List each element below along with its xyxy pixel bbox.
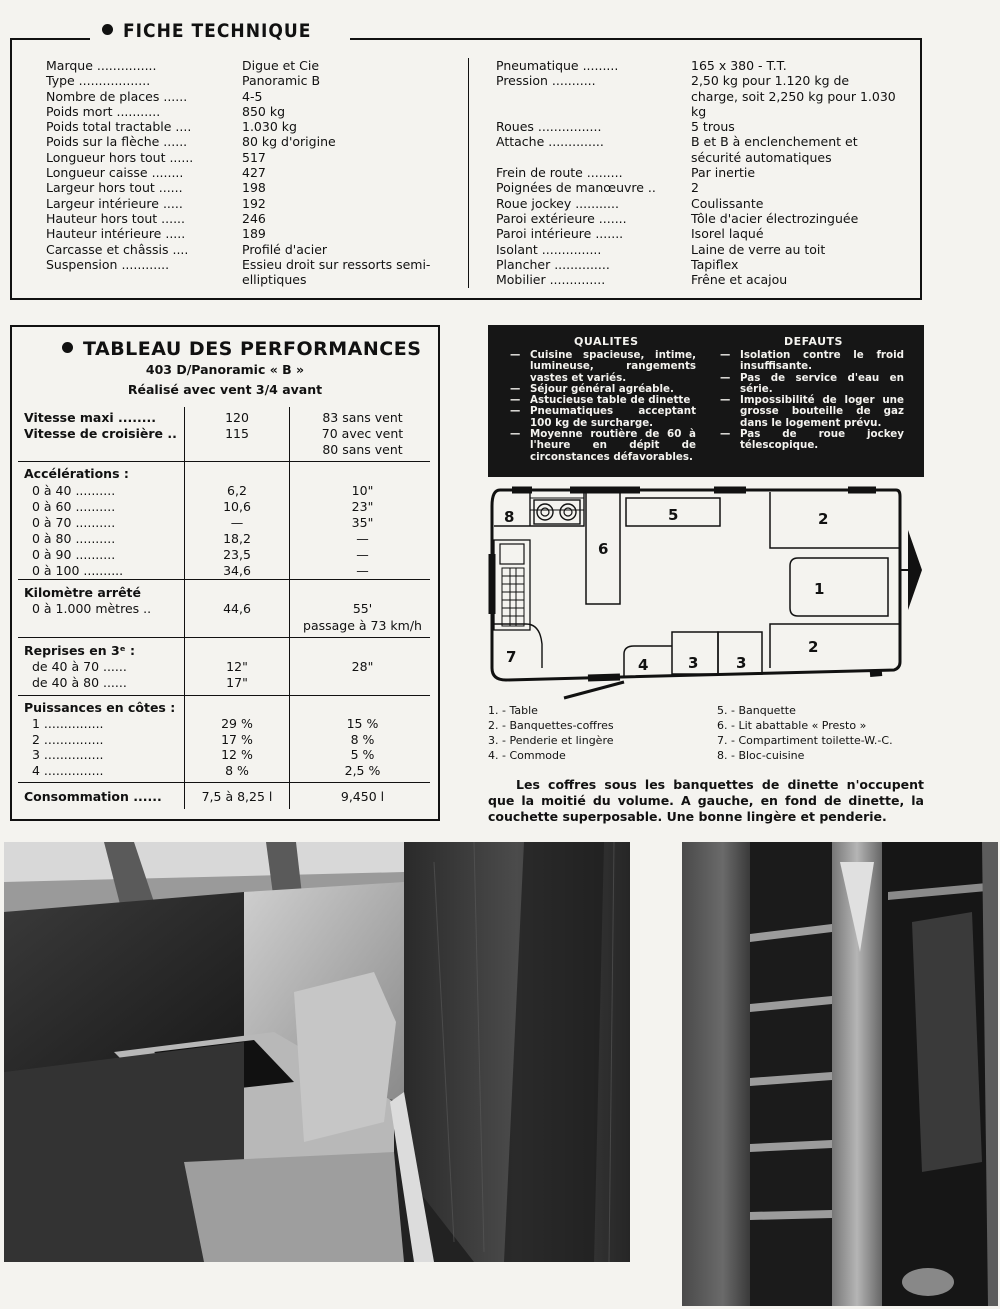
- perf-acceleration-c1: 10,6: [223, 499, 251, 514]
- perf-acceleration-label: 0 à 40 ..........: [32, 483, 116, 498]
- fiche-divider: [468, 58, 469, 288]
- spec-row: [496, 165, 896, 180]
- plan-burner-icon: [560, 504, 576, 520]
- perf-consommation-label: Consommation ......: [24, 789, 162, 804]
- spec-value: Par inertie: [691, 165, 756, 181]
- legend-item: 1. - Table: [488, 704, 538, 717]
- fiche-left-column: [46, 58, 452, 287]
- plan-label-2b: 2: [808, 638, 819, 656]
- plan-door: [564, 682, 624, 698]
- perf-acceleration-c1: 6,2: [227, 483, 247, 498]
- spec-value: B et B à enclenchement et sécurité automatiques: [691, 134, 862, 165]
- perf-row-divider: [18, 461, 430, 462]
- spec-value: 189: [242, 226, 266, 242]
- perf-cote-label: 3 ...............: [32, 747, 104, 762]
- spec-row: [496, 196, 896, 211]
- perf-km-arrete-c1: 44,6: [223, 601, 251, 616]
- plan-label-2: 2: [818, 510, 829, 528]
- spec-row: [46, 257, 452, 288]
- perf-vitesse-croisiere-label: Vitesse de croisière ..: [24, 426, 177, 441]
- perf-consommation-c1: 7,5 à 8,25 l: [201, 789, 273, 804]
- spec-label: Poids total tractable ....: [46, 119, 192, 135]
- plan-banquette-coffre: [770, 492, 900, 548]
- spec-label: Marque ...............: [46, 58, 157, 73]
- spec-row: [496, 272, 896, 287]
- spec-value: 192: [242, 195, 266, 211]
- legend-item: 5. - Banquette: [717, 704, 796, 717]
- floor-plan: [484, 484, 924, 702]
- performances-title-text: TABLEAU DES PERFORMANCES: [83, 338, 422, 360]
- spec-value: 165 x 380 - T.T.: [691, 58, 787, 73]
- spec-value: 1.030 kg: [242, 119, 297, 135]
- plan-burner-icon: [564, 508, 572, 516]
- perf-km-arrete-c2: 55': [352, 601, 373, 616]
- spec-row: [46, 226, 452, 241]
- spec-row: [496, 242, 896, 257]
- plan-sink: [500, 544, 524, 564]
- spec-value: 517: [242, 149, 266, 165]
- plan-hitch-icon: [908, 530, 922, 610]
- bullet-icon: [102, 24, 113, 35]
- spec-label: Longueur caisse ........: [46, 165, 184, 181]
- spec-row: [496, 226, 896, 241]
- perf-vitesse-croisiere-c1: 115: [225, 426, 249, 441]
- plan-outline: [492, 490, 900, 680]
- spec-label: Poids sur la flèche ......: [46, 134, 188, 150]
- defauts-list: [720, 350, 904, 452]
- perf-acceleration-label: 0 à 70 ..........: [32, 515, 116, 530]
- plan-label-1: 1: [814, 580, 825, 598]
- interior-photo-wardrobe: [682, 842, 998, 1306]
- perf-cote-c1: 29 %: [221, 716, 253, 731]
- qd-item: — Pas de service d'eau en série.: [720, 373, 904, 396]
- spec-row: [46, 104, 452, 119]
- spec-row: [46, 119, 452, 134]
- perf-reprise-c1: 12": [226, 659, 248, 674]
- spec-label: Attache ..............: [496, 134, 604, 150]
- spec-label: Largeur intérieure .....: [46, 195, 183, 211]
- perf-cote-c2: 2,5 %: [344, 762, 381, 778]
- perf-km-arrete-label: Kilomètre arrêté: [24, 585, 142, 600]
- spec-label: Frein de route .........: [496, 165, 623, 181]
- qd-item: — Impossibilité de loger une grosse bouteille de gaz dans le logement prévu.: [720, 395, 904, 429]
- fiche-right-column: [496, 58, 900, 288]
- spec-value: Profilé d'acier: [242, 241, 328, 257]
- perf-cotes-label: Puissances en côtes :: [24, 700, 176, 715]
- spec-row: [496, 73, 900, 119]
- spec-row: [46, 242, 452, 257]
- spec-label: Pneumatique .........: [496, 58, 619, 73]
- spec-label: Roues ................: [496, 119, 602, 135]
- fiche-technique-title: [90, 20, 350, 48]
- spec-label: Hauteur hors tout ......: [46, 210, 185, 226]
- spec-value: Tôle d'acier électrozinguée: [691, 210, 859, 226]
- spec-label: Hauteur intérieure .....: [46, 226, 186, 242]
- perf-acceleration-c2: —: [356, 547, 369, 562]
- spec-value: Laine de verre au toit: [691, 241, 826, 257]
- plan-label-7: 7: [506, 648, 517, 666]
- perf-acceleration-c1: 18,2: [223, 531, 251, 546]
- perf-cote-c2: 8 %: [350, 731, 375, 747]
- spec-row: [496, 180, 896, 195]
- spec-value: Frêne et acajou: [691, 272, 788, 288]
- plan-caption: Les coffres sous les banquettes de dinette n'occupent que la moitié du volume. A gauche, en fond de dinette, la couchette superposable. Une bonne lingère et penderie.: [488, 777, 924, 824]
- perf-vitesse-maxi-label: Vitesse maxi ........: [24, 410, 157, 425]
- perf-acceleration-label: 0 à 90 ..........: [32, 547, 116, 562]
- performances-title: [62, 338, 421, 360]
- spec-label: Nombre de places ......: [46, 88, 188, 104]
- spec-label: Plancher ..............: [496, 256, 610, 272]
- plan-banquette-coffre: [770, 624, 900, 668]
- spec-row: [496, 58, 896, 73]
- spec-value: 198: [242, 180, 266, 196]
- spec-row: [46, 165, 452, 180]
- legend-item: 7. - Compartiment toilette-W.-C.: [717, 734, 893, 747]
- plan-burner-icon: [541, 508, 549, 516]
- perf-consommation-c2: 9,450 l: [340, 789, 385, 804]
- perf-vitesse-maxi-c2: 83 sans vent: [322, 410, 403, 425]
- perf-vitesse-maxi-c1: 120: [225, 410, 249, 425]
- spec-label: Carcasse et châssis ....: [46, 241, 189, 257]
- perf-km-arrete-row-label: 0 à 1.000 mètres ..: [32, 601, 152, 616]
- spec-value: 4-5: [242, 88, 263, 104]
- spec-value: 2: [691, 180, 699, 196]
- spec-label: Longueur hors tout ......: [46, 149, 194, 165]
- perf-cote-label: 1 ...............: [32, 716, 104, 731]
- plan-label-3: 3: [688, 654, 699, 672]
- perf-accelerations-label: Accélérations :: [24, 466, 129, 481]
- perf-row-divider: [18, 782, 430, 783]
- perf-cote-label: 2 ...............: [32, 731, 104, 747]
- qualites-list: [510, 350, 696, 463]
- perf-cote-c1: 12 %: [221, 747, 253, 762]
- perf-row-divider: [18, 637, 430, 638]
- spec-label: Paroi extérieure .......: [496, 210, 627, 226]
- perf-acceleration-c2: 35": [351, 515, 374, 530]
- perf-acceleration-c2: 10": [351, 483, 374, 498]
- spec-label: Pression ...........: [496, 73, 596, 89]
- perf-acceleration-c1: —: [230, 515, 244, 530]
- spec-label: Isolant ...............: [496, 241, 602, 257]
- spec-row: [46, 134, 452, 149]
- performances-subtitle: 403 D/Panoramic « B »: [145, 362, 305, 377]
- plan-table: [790, 558, 888, 616]
- perf-cote-c2: 15 %: [346, 716, 379, 731]
- spec-row: [46, 89, 452, 104]
- spec-value: Isorel laqué: [691, 226, 764, 242]
- qd-item: — Moyenne routière de 60 à l'heure en dépit de circonstances défavorables.: [510, 429, 696, 463]
- spec-row: [46, 180, 452, 195]
- plan-label-8: 8: [504, 508, 515, 526]
- bullet-icon: [62, 342, 73, 353]
- spec-label: Mobilier ..............: [496, 272, 606, 288]
- qd-item: — Isolation contre le froid insuffisante.: [720, 350, 904, 373]
- spec-value: Digue et Cie: [242, 58, 320, 73]
- qd-item: — Pas de roue jockey télescopique.: [720, 429, 904, 452]
- spec-label: Largeur hors tout ......: [46, 180, 183, 196]
- legend-item: 6. - Lit abattable « Presto »: [717, 719, 867, 732]
- perf-row-divider: [18, 579, 430, 580]
- perf-cote-label: 4 ...............: [32, 762, 104, 778]
- perf-acceleration-c2: —: [356, 531, 369, 546]
- qd-item: — Pneumatiques acceptant 100 kg de surcharge.: [510, 406, 696, 429]
- spec-value: 246: [242, 210, 266, 226]
- plan-drainer: [502, 568, 524, 626]
- plan-window: [870, 673, 882, 674]
- perf-reprise-label: de 40 à 70 ......: [32, 659, 127, 674]
- spec-label: Roue jockey ...........: [496, 195, 619, 211]
- spec-value: 427: [242, 165, 266, 181]
- spec-value: Tapiflex: [691, 256, 739, 272]
- qualites-title: QUALITES: [574, 335, 639, 348]
- perf-reprises-label: Reprises en 3ᵉ :: [24, 643, 135, 658]
- perf-row-divider: [18, 695, 430, 696]
- spec-value: 2,50 kg pour 1.120 kg de charge, soit 2,250 kg pour 1.030 kg: [691, 73, 900, 119]
- spec-row: [46, 211, 452, 226]
- perf-acceleration-label: 0 à 80 ..........: [32, 531, 116, 546]
- perf-km-arrete-c2b: passage à 73 km/h: [303, 618, 422, 633]
- spec-label: Paroi intérieure .......: [496, 226, 624, 242]
- legend-item: 8. - Bloc-cuisine: [717, 749, 805, 762]
- legend-item: 4. - Commode: [488, 749, 566, 762]
- plan-label-4: 4: [638, 656, 649, 674]
- spec-row: [496, 257, 896, 272]
- perf-acceleration-c1: 34,6: [223, 563, 251, 578]
- perf-acceleration-c2: 23": [351, 499, 374, 514]
- spec-row: [496, 119, 896, 134]
- spec-label: Poids mort ...........: [46, 103, 161, 119]
- fiche-title-text: FICHE TECHNIQUE: [123, 20, 312, 42]
- perf-reprise-label: de 40 à 80 ......: [32, 675, 127, 690]
- interior-photo-dinette: [4, 842, 630, 1262]
- performances-conditions: Réalisé avec vent 3/4 avant: [127, 382, 323, 397]
- spec-value: Panoramic B: [242, 73, 321, 89]
- spec-row: [46, 150, 452, 165]
- spec-row: [496, 134, 896, 165]
- defauts-title: DEFAUTS: [784, 335, 843, 348]
- perf-cote-c1: 17 %: [221, 731, 253, 747]
- spec-value: Essieu droit sur ressorts semi-elliptiques: [242, 256, 431, 288]
- perf-acceleration-label: 0 à 100 ..........: [32, 563, 124, 578]
- plan-label-6: 6: [598, 540, 609, 558]
- legend-item: 2. - Banquettes-coffres: [488, 719, 614, 732]
- qd-item: — Cuisine spacieuse, intime, lumineuse, rangements vastes et variés.: [510, 350, 696, 384]
- perf-reprise-c2: 28": [351, 659, 374, 674]
- perf-cote-c2: 5 %: [350, 747, 375, 762]
- plan-window: [588, 677, 620, 678]
- spec-row: [496, 211, 896, 226]
- spec-row: [46, 196, 452, 211]
- spec-label: Suspension ............: [46, 256, 170, 272]
- perf-reprise-c1: 17": [226, 675, 248, 690]
- plan-drainer-slats: [502, 568, 524, 626]
- legend-item: 3. - Penderie et lingère: [488, 734, 614, 747]
- perf-acceleration-c1: 23,5: [223, 547, 251, 562]
- qd-item: — Astucieuse table de dinette: [510, 395, 696, 406]
- perf-vitesse-extra-c2: 80 sans vent: [322, 442, 403, 457]
- spec-row: [46, 58, 452, 73]
- perf-acceleration-label: 0 à 60 ..........: [32, 499, 116, 514]
- spec-value: 850 kg: [242, 103, 286, 119]
- qd-item: — Séjour général agréable.: [510, 384, 696, 395]
- plan-label-3b: 3: [736, 654, 747, 672]
- spec-row: [46, 73, 452, 88]
- spec-value: 80 kg d'origine: [242, 134, 336, 150]
- spec-label: Type ..................: [46, 73, 151, 89]
- spec-value: 5 trous: [691, 119, 735, 135]
- perf-cote-c1: 8 %: [225, 762, 249, 778]
- plan-burner-icon: [537, 504, 553, 520]
- perf-vitesse-croisiere-c2: 70 avec vent: [321, 426, 404, 441]
- spec-label: Poignées de manœuvre ..: [496, 180, 656, 196]
- perf-acceleration-c2: —: [356, 563, 369, 578]
- spec-value: Coulissante: [691, 195, 764, 211]
- plan-label-5: 5: [668, 506, 679, 524]
